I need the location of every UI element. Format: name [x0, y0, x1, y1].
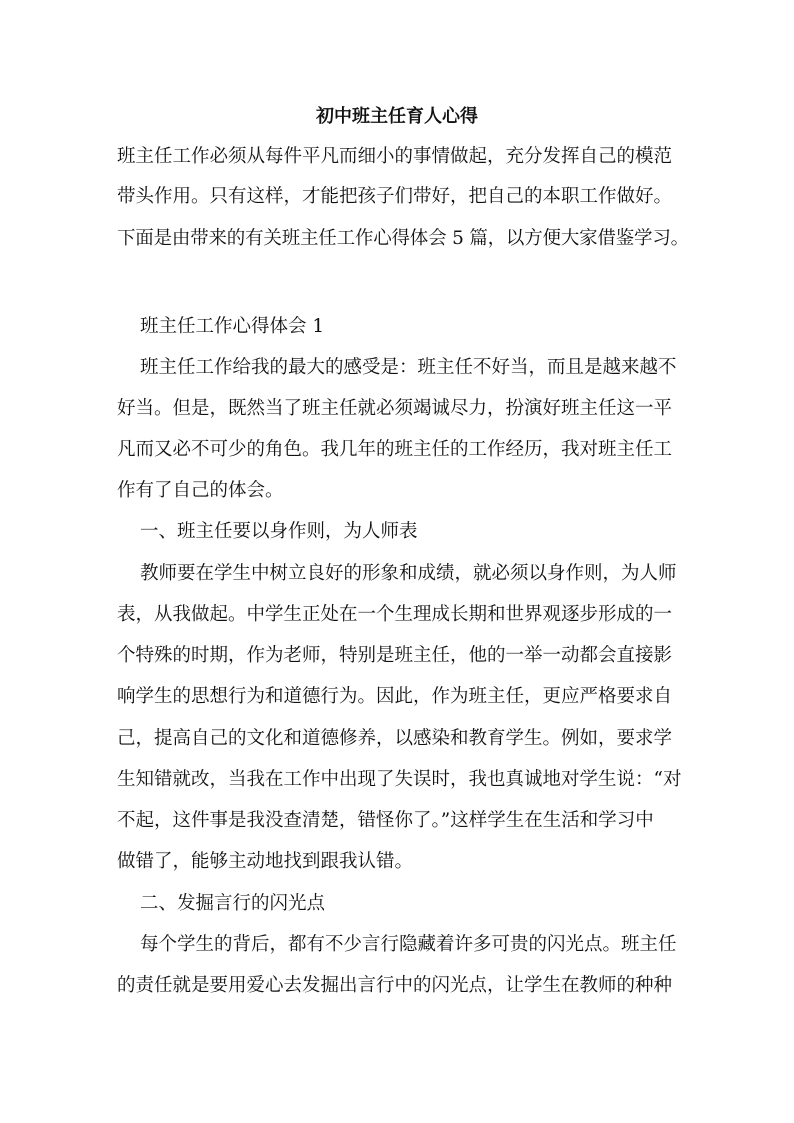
paragraph-line: 不起，这件事是我没查清楚，错怪你了。”这样学生在生活和学习中: [117, 810, 654, 831]
paragraph-line: 下面是由带来的有关班主任工作心得体会 5 篇，以方便大家借鉴学习。: [117, 228, 689, 249]
paragraph-line: 好当。但是，既然当了班主任就必须竭诚尽力，扮演好班主任这一平: [117, 398, 673, 419]
paragraph-line: 班主任工作必须从每件平凡而细小的事情做起，充分发挥自己的模范: [117, 146, 673, 167]
subsection-heading: 二、发掘言行的闪光点: [140, 893, 326, 914]
paragraph-line: 班主任工作给我的最大的感受是：班主任不好当，而且是越来越不: [140, 357, 677, 378]
paragraph-line: 教师要在学生中树立良好的形象和成绩，就必须以身作则，为人师: [140, 563, 677, 584]
paragraph-line: 带头作用。只有这样，才能把孩子们带好，把自己的本职工作做好。: [117, 186, 673, 207]
paragraph-line: 每个学生的背后，都有不少言行隐藏着许多可贵的闪光点。班主任: [140, 934, 677, 955]
paragraph-line: 表，从我做起。中学生正处在一个生理成长期和世界观逐步形成的一: [117, 604, 673, 625]
subsection-heading: 一、班主任要以身作则，为人师表: [140, 521, 418, 542]
paragraph-line: 响学生的思想行为和道德行为。因此，作为班主任，更应严格要求自: [117, 686, 673, 707]
section-heading: 班主任工作心得体会 1: [140, 316, 325, 337]
paragraph-line: 个特殊的时期，作为老师，特别是班主任，他的一举一动都会直接影: [117, 645, 673, 666]
paragraph-line: 凡而又必不可少的角色。我几年的班主任的工作经历，我对班主任工: [117, 439, 673, 460]
paragraph-line: 的责任就是要用爱心去发掘出言行中的闪光点，让学生在教师的种种: [117, 975, 673, 996]
document-title: 初中班主任育人心得: [316, 106, 478, 127]
paragraph-line: 生知错就改，当我在工作中出现了失误时，我也真诚地对学生说：“对: [117, 769, 682, 790]
paragraph-line: 作有了自己的体会。: [117, 480, 284, 501]
paragraph-line: 做错了，能够主动地找到跟我认错。: [117, 851, 414, 872]
paragraph-line: 己，提高自己的文化和道德修养，以感染和教育学生。例如，要求学: [117, 728, 673, 749]
